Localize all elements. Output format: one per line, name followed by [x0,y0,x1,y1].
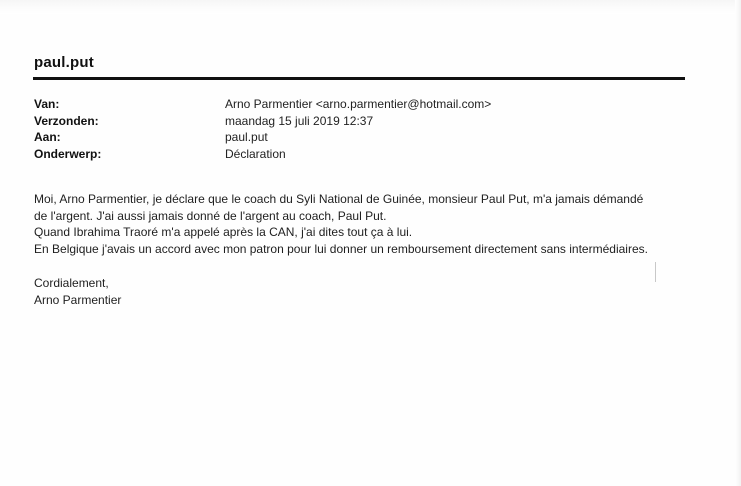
header-divider [33,77,685,80]
scan-right-edge [735,0,741,486]
scan-top-shading [0,0,741,14]
body-line-2: Quand Ibrahima Traoré m'a appelé après la CAN, j'ai dites tout ça à lui. [34,225,413,239]
mailbox-owner-heading: paul.put [34,54,94,71]
to-value: paul.put [225,130,268,144]
to-label: Aan: [34,130,61,144]
body-line-1a: Moi, Arno Parmentier, je déclare que le coach du Syli National de Guinée, monsieur Paul Put, m'a jamais démandé [34,192,644,206]
signature-line: Arno Parmentier [34,292,122,307]
closing-line: Cordialement, [34,276,109,290]
body-line-3: En Belgique j'avais un accord avec mon patron pour lui donner un remboursement directement sans intermédiaires. [34,241,648,256]
subject-row [34,146,674,162]
from-value: Arno Parmentier <arno.parmentier@hotmail.com> [225,97,492,111]
subject-value: Déclaration [225,147,286,161]
sent-value: maandag 15 juli 2019 12:37 [225,114,374,128]
body-line-1b: de l'argent. J'ai aussi jamais donné de l'argent au coach, Paul Put. [34,208,387,223]
subject-label: Onderwerp: [34,147,102,161]
from-row [34,96,674,112]
to-row [34,129,674,145]
sent-label: Verzonden: [34,114,99,128]
sent-row [34,113,674,129]
from-label: Van: [34,97,60,111]
